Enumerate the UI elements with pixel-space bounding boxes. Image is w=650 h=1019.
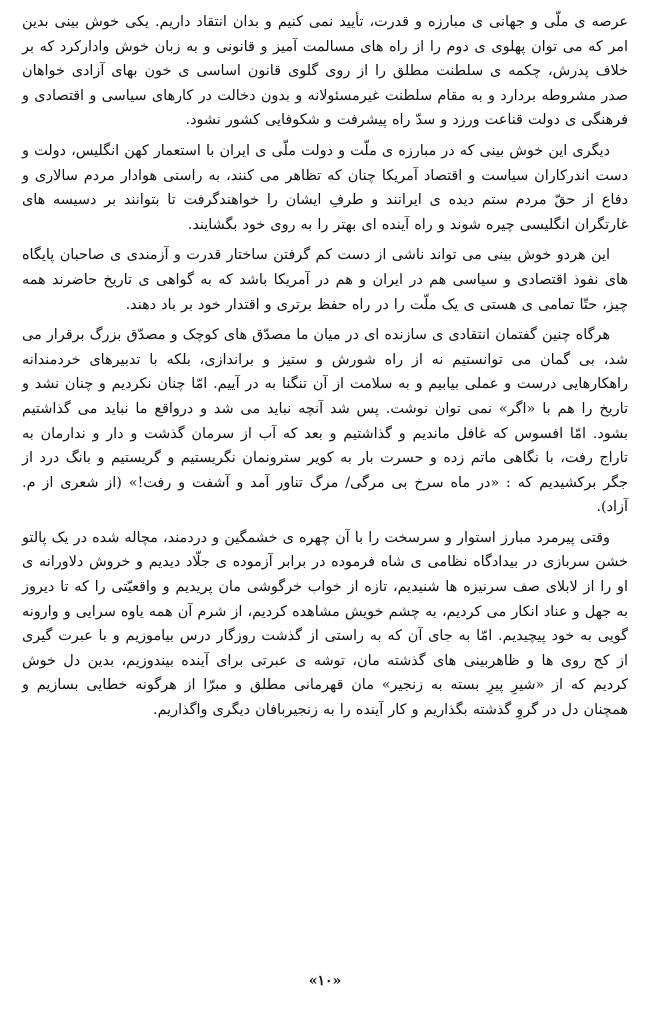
paragraph-5: وقتی پیرمرد مبارز استوار و سرسخت را با آن چهره ی خشمگین و دردمند، مچاله شده در یک پالتو خشن سربازی در بیدادگاه نظامی ی شاه فرموده در برابر آزموده ی جلّاد دیدیم و خروش دلاورانه ی او را از لابلای صف سرنیزه ها شنیدیم، تازه از خواب خرگوشی مان پریدیم و واقعیّتی را که تا دیروز به جهل و عناد انکار می کردیم، به چشم خویش مشاهده کردیم، از شرم آن همه یاوه سرایی و وارونه گویی به خود پیچیدیم. امّا به جای آن که به راستی از گذشت روزگار درس بیاموزیم و با عبرت گیری از کج روی ها و ظاهربینی های گذشته مان، توشه ی عبرتی برای آینده بیندوزیم، بدین دل خوش کردیم که از «شیرِ پیرِ بسته به زنجیر» مان قهرمانی مطلق و مبرّا از هرگونه خطایی بسازیم و همچنان دل در گروِ گذشته بگذاریم و کار آینده را به زنجیربافان دیگری واگذاریم.	[22, 529, 628, 719]
paragraph-1: عرصه ی ملّی و جهانی ی مبارزه و قدرت، تأیید نمی کنیم و بدان انتقاد داریم. یکی خوش بینی بدین امر که می توان پهلوی ی دوم را از راه های مسالمت آمیز و قانونی و به زبان خوش وادارکرد که بر خلاف پدرش، چکمه ی سلطنت مطلق را از روی گلوی قانون اساسی ی خون بهای آزادی خواهان صدر مشروطه بردارد و به مقام سلطنت غیرمسئولانه و بدون دخالت در کارهای سیاسی و اقتصادی و فرهنگی ی دولت قناعت ورزد و سدّ راه پیشرفت و شکوفایی کشور نشود.	[22, 14, 628, 129]
page-body	[22, 10, 628, 971]
page-number: «۱۰»	[308, 973, 342, 989]
paragraph-3: این هردو خوش بینی می تواند ناشی از دست کم گرفتن ساختار قدرت و آزمندی ی صاحبان پایگاه های نفوذ اقتصادی و سیاسی هم در ایران و هم در آمریکا باشد که به گواهی ی تاریخ حاضرند همه چیز، حتّا تمامی ی هستی ی یک ملّت را در راه حفظ برتری و اقتدار خود بر باد دهند.	[22, 247, 628, 313]
paragraph-4: هرگاه چنین گفتمان انتقادی ی سازنده ای در میان ما مصدّق های کوچک و مصدّق بزرگ برقرار می شد، بی گمان می توانستیم نه از راه شورش و ستیز و براندازی، بلکه با تدبیرهای خردمندانه راهکارهایی درست و عملی بیابیم و به سلامت از آن تنگنا به در آییم. امّا چنان نکردیم و چنان نشد و تاریخ را هم با «اگر» نمی توان نوشت. پس شد آنچه نباید می شد و درواقع ما نباید می گذاشتیم بشود. امّا افسوس که غافل ماندیم و گذاشتیم و بعد که آب از سرمان گذشت و دار و ندارمان به تاراج رفت، با نگاهی ماتم زده و حسرت بار به کویر سترونمان نگریستیم و گریستیم و بانگ درد از جگر برکشیدیم که : «در ماه سرخ بی مرگی/ مرگ تناور آمد و آشفت و رفت!» (از شعری از م. آزاد).	[22, 327, 628, 516]
paragraph-2: دیگری این خوش بینی که در مبارزه ی ملّت و دولت ملّی ی ایران با استعمار کهن انگلیس، دولت و دست اندرکاران سیاست و اقتصاد آمریکا چنان که تظاهر می کنند، به راستی هوادار مردم سالاری و دفاع از حقّ مردم ستم دیده ی ایرانند و طرفِ ایشان را خواهندگرفت تا بتوانند بر دسیسه های غارتگران انگلیسی چیره شوند و راه آینده ای بهتر را به روی خود بگشایند.	[22, 142, 628, 233]
